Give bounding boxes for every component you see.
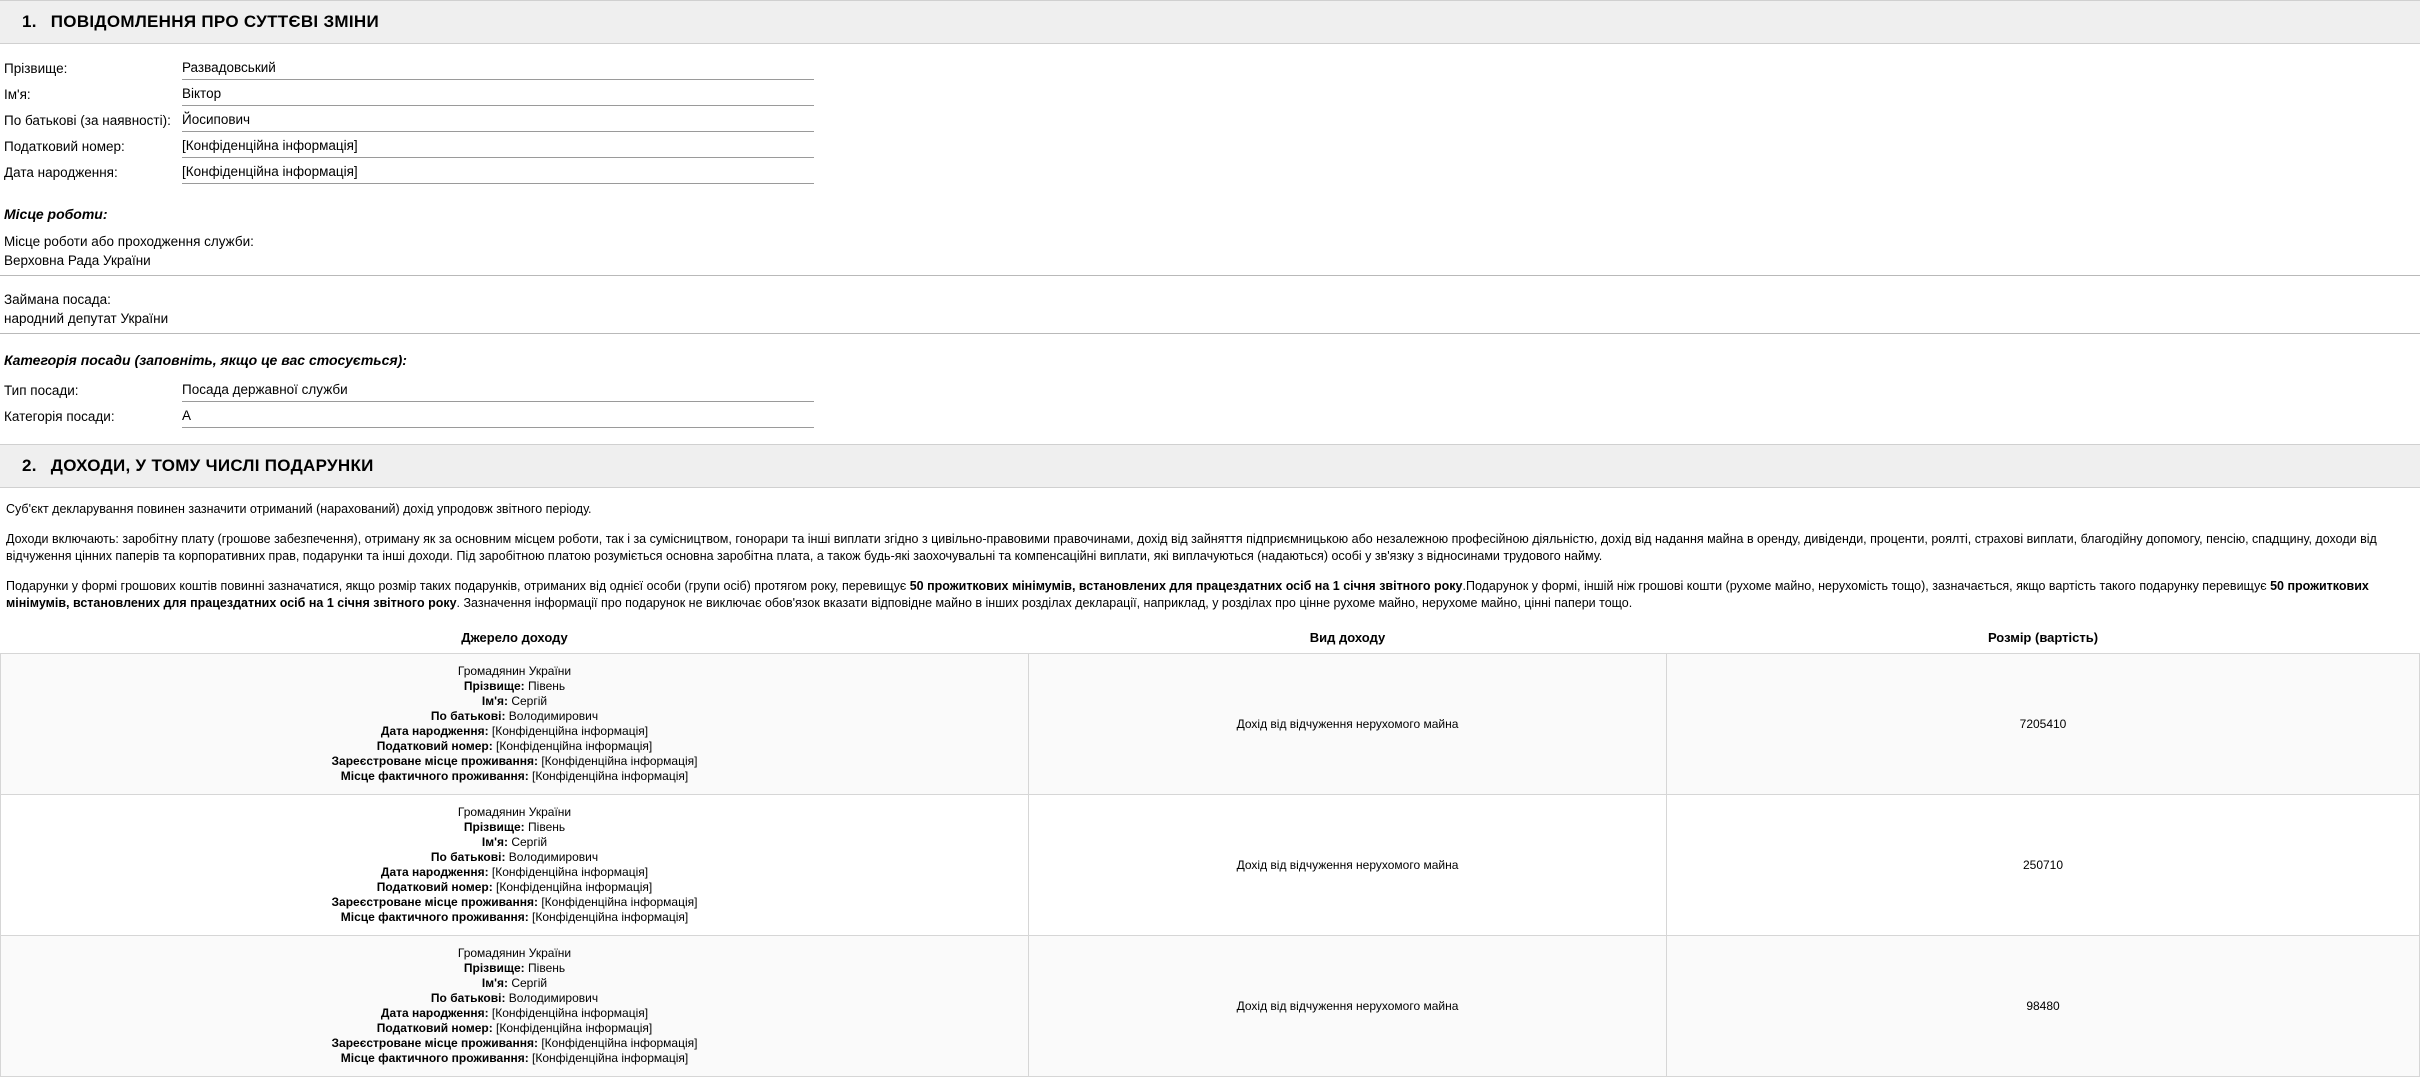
value-position: народний депутат України	[4, 311, 169, 326]
source-registered-address	[7, 895, 1022, 910]
table-row	[1, 936, 2420, 1077]
source-tax-number	[7, 880, 1022, 895]
income-paragraph-2: Доходи включають: заробітну плату (грошове забезпечення), отриману як за основним місцем роботи, так і за сумісництвом, гонорари та інші виплати згідно з цивільно-правовими правочинами, дохід від зайняття підприємницькою або незалежною професійною діяльністю, дохід від надання майна в оренду, дивіденди, проценти, роялті, страхові виплати, благодійну допомогу, пенсію, спадщину, доходи від відчуження цінних паперів та корпоративних прав, подарунки та інші доходи. Під заробітною платою розуміється основна заробітна плата, а також будь-які заохочувальні та компенсаційні виплати, які виплачуються (надаються) особі у зв'язку з відносинами трудового найму.	[6, 532, 2377, 563]
source-tax-number-key: Податковий номер:	[376, 1021, 493, 1035]
source-actual-address	[7, 910, 1022, 925]
value-wrap-surname	[182, 60, 814, 80]
source-tax-number-key: Податковий номер:	[376, 739, 493, 753]
source-registered-address-val: [Конфіденційна інформація]	[541, 754, 698, 768]
value-wrap-position-category	[182, 408, 814, 428]
source-firstname-val: Сергій	[511, 694, 548, 708]
source-tax-number	[7, 1021, 1022, 1036]
source-citizenship: Громадянин України	[457, 946, 572, 960]
value-tax-number: [Конфіденційна інформація]	[182, 138, 358, 153]
source-surname-val: Півень	[528, 679, 566, 693]
value-firstname: Віктор	[182, 86, 222, 101]
source-actual-address	[7, 1051, 1022, 1066]
label-tax-number: Податковий номер:	[4, 139, 125, 154]
value-birthdate: [Конфіденційна інформація]	[182, 164, 358, 179]
source-actual-address-key: Місце фактичного проживання:	[340, 1051, 529, 1065]
source-surname	[7, 820, 1022, 835]
source-surname	[7, 679, 1022, 694]
cell-source	[1, 936, 1029, 1077]
value-position-type: Посада державної служби	[182, 382, 348, 397]
source-patronymic	[7, 991, 1022, 1006]
source-tax-number-val: [Конфіденційна інформація]	[496, 739, 653, 753]
source-firstname	[7, 694, 1022, 709]
source-firstname-key: Ім'я:	[481, 835, 508, 849]
source-citizenship: Громадянин України	[457, 805, 572, 819]
source-patronymic-val: Володимирович	[508, 709, 599, 723]
source-registered-address	[7, 1036, 1022, 1051]
source-firstname-val: Сергій	[511, 835, 548, 849]
gift-threshold-1: 50 прожиткових мінімумів, встановлених для працездатних осіб на 1 січня звітного року	[909, 579, 1463, 593]
workplace-heading: Місце роботи:	[4, 206, 108, 222]
income-table-head	[1, 626, 2420, 654]
gift-text-c: .Подарунок у формі, іншій ніж грошові кошти (рухоме майно, нерухомість тощо), зазначається, якщо вартість такого подарунку перевищує	[1462, 579, 2271, 593]
source-surname-val: Півень	[528, 961, 566, 975]
source-surname	[7, 961, 1022, 976]
value-workplace: Верховна Рада України	[4, 253, 151, 268]
income-paragraph-3	[0, 578, 2420, 612]
source-tax-number-val: [Конфіденційна інформація]	[496, 880, 653, 894]
source-firstname-key: Ім'я:	[481, 694, 508, 708]
source-patronymic-key: По батькові:	[430, 991, 506, 1005]
cell-income-amount: 250710	[1667, 795, 2420, 936]
cell-income-type: Дохід від відчуження нерухомого майна	[1029, 795, 1667, 936]
source-surname-key: Прізвище:	[463, 820, 525, 834]
field-row-firstname	[0, 80, 2420, 106]
value-wrap-birthdate	[182, 164, 814, 184]
field-row-position-type	[0, 376, 2420, 402]
column-header-type: Вид доходу	[1309, 630, 1386, 645]
cell-income-type: Дохід від відчуження нерухомого майна	[1029, 654, 1667, 795]
section-title-1: ПОВІДОМЛЕННЯ ПРО СУТТЄВІ ЗМІНИ	[50, 12, 380, 31]
gift-text-a: Подарунки у формі грошових коштів повинні зазначатися, якщо розмір таких подарунків, отриманих від однієї особи (групи осіб) протягом року, перевищує	[6, 579, 910, 593]
source-actual-address-key: Місце фактичного проживання:	[340, 910, 529, 924]
personal-fields	[0, 44, 2420, 188]
section-number-1: 1.	[22, 12, 37, 31]
cell-income-type: Дохід від відчуження нерухомого майна	[1029, 936, 1667, 1077]
category-fields	[0, 376, 2420, 432]
source-firstname	[7, 835, 1022, 850]
source-birthdate-key: Дата народження:	[380, 865, 489, 879]
section-header-1	[0, 0, 2420, 44]
label-position: Займана посада:	[4, 292, 111, 307]
source-registered-address-key: Зареєстроване місце проживання:	[331, 754, 538, 768]
source-birthdate-val: [Конфіденційна інформація]	[491, 1006, 649, 1020]
source-citizenship: Громадянин України	[457, 664, 572, 678]
source-patronymic-val: Володимирович	[508, 991, 599, 1005]
income-table-header-row	[1, 626, 2420, 654]
spacer-after-workplace	[0, 276, 2420, 288]
source-tax-number	[7, 739, 1022, 754]
source-surname-key: Прізвище:	[463, 679, 525, 693]
field-row-patronymic	[0, 106, 2420, 132]
section-number-2: 2.	[22, 456, 37, 475]
source-firstname	[7, 976, 1022, 991]
source-registered-address-val: [Конфіденційна інформація]	[541, 1036, 698, 1050]
source-firstname-val: Сергій	[511, 976, 548, 990]
cell-source	[1, 654, 1029, 795]
source-tax-number-key: Податковий номер:	[376, 880, 493, 894]
cell-income-amount: 98480	[1667, 936, 2420, 1077]
source-patronymic	[7, 709, 1022, 724]
value-wrap-tax-number	[182, 138, 814, 158]
source-patronymic	[7, 850, 1022, 865]
source-birthdate	[7, 1006, 1022, 1021]
source-actual-address-val: [Конфіденційна інформація]	[532, 769, 689, 783]
source-registered-address-val: [Конфіденційна інформація]	[541, 895, 698, 909]
value-wrap-position-type	[182, 382, 814, 402]
income-paragraph-1: Суб'єкт декларування повинен зазначити отриманий (нарахований) дохід упродовж звітного періоду.	[6, 502, 592, 516]
label-birthdate: Дата народження:	[4, 165, 118, 180]
table-row	[1, 654, 2420, 795]
cell-source	[1, 795, 1029, 936]
section-header-2	[0, 444, 2420, 488]
value-surname: Развадовський	[182, 60, 276, 75]
gift-text-e: . Зазначення інформації про подарунок не виключає обов'язок вказати відповідне майно в інших розділах декларації, наприклад, у розділах про цінне рухоме майно, нерухоме майно, цінні папери тощо.	[456, 596, 1633, 610]
table-row	[1, 795, 2420, 936]
label-surname: Прізвище:	[4, 61, 68, 76]
label-position-category: Категорія посади:	[4, 409, 115, 424]
source-birthdate-key: Дата народження:	[380, 724, 489, 738]
source-birthdate-val: [Конфіденційна інформація]	[491, 724, 649, 738]
source-patronymic-key: По батькові:	[430, 709, 506, 723]
income-table	[0, 626, 2420, 1077]
source-firstname-key: Ім'я:	[481, 976, 508, 990]
gift-threshold-2: 50 прожиткових мінімумів, встановлених для працездатних осіб на 1 січня звітного року	[6, 579, 2369, 610]
source-registered-address	[7, 754, 1022, 769]
value-position-category: А	[182, 408, 192, 423]
field-row-surname	[0, 54, 2420, 80]
source-patronymic-val: Володимирович	[508, 850, 599, 864]
source-birthdate	[7, 865, 1022, 880]
field-row-tax-number	[0, 132, 2420, 158]
source-surname-val: Півень	[528, 820, 566, 834]
spacer-before-section2	[0, 432, 2420, 444]
field-row-birthdate	[0, 158, 2420, 184]
source-actual-address-val: [Конфіденційна інформація]	[532, 910, 689, 924]
source-registered-address-key: Зареєстроване місце проживання:	[331, 895, 538, 909]
source-birthdate	[7, 724, 1022, 739]
source-tax-number-val: [Конфіденційна інформація]	[496, 1021, 653, 1035]
source-birthdate-val: [Конфіденційна інформація]	[491, 865, 649, 879]
value-patronymic: Йосипович	[182, 112, 251, 127]
source-actual-address-val: [Конфіденційна інформація]	[532, 1051, 689, 1065]
source-patronymic-key: По батькові:	[430, 850, 506, 864]
value-wrap-patronymic	[182, 112, 814, 132]
source-birthdate-key: Дата народження:	[380, 1006, 489, 1020]
value-wrap-firstname	[182, 86, 814, 106]
field-row-position-category	[0, 402, 2420, 428]
section-title-2: ДОХОДИ, У ТОМУ ЧИСЛІ ПОДАРУНКИ	[50, 456, 374, 475]
position-category-heading: Категорія посади (заповніть, якщо це вас стосується):	[4, 352, 407, 368]
income-table-body	[1, 654, 2420, 1077]
cell-income-amount: 7205410	[1667, 654, 2420, 795]
source-surname-key: Прізвище:	[463, 961, 525, 975]
source-actual-address-key: Місце фактичного проживання:	[340, 769, 529, 783]
label-firstname: Ім'я:	[4, 87, 31, 102]
source-registered-address-key: Зареєстроване місце проживання:	[331, 1036, 538, 1050]
label-workplace: Місце роботи або проходження служби:	[4, 234, 254, 249]
column-header-source: Джерело доходу	[461, 630, 568, 645]
label-position-type: Тип посади:	[4, 383, 79, 398]
source-actual-address	[7, 769, 1022, 784]
column-header-amount: Розмір (вартість)	[1987, 630, 2099, 645]
label-patronymic: По батькові (за наявності):	[4, 113, 171, 128]
